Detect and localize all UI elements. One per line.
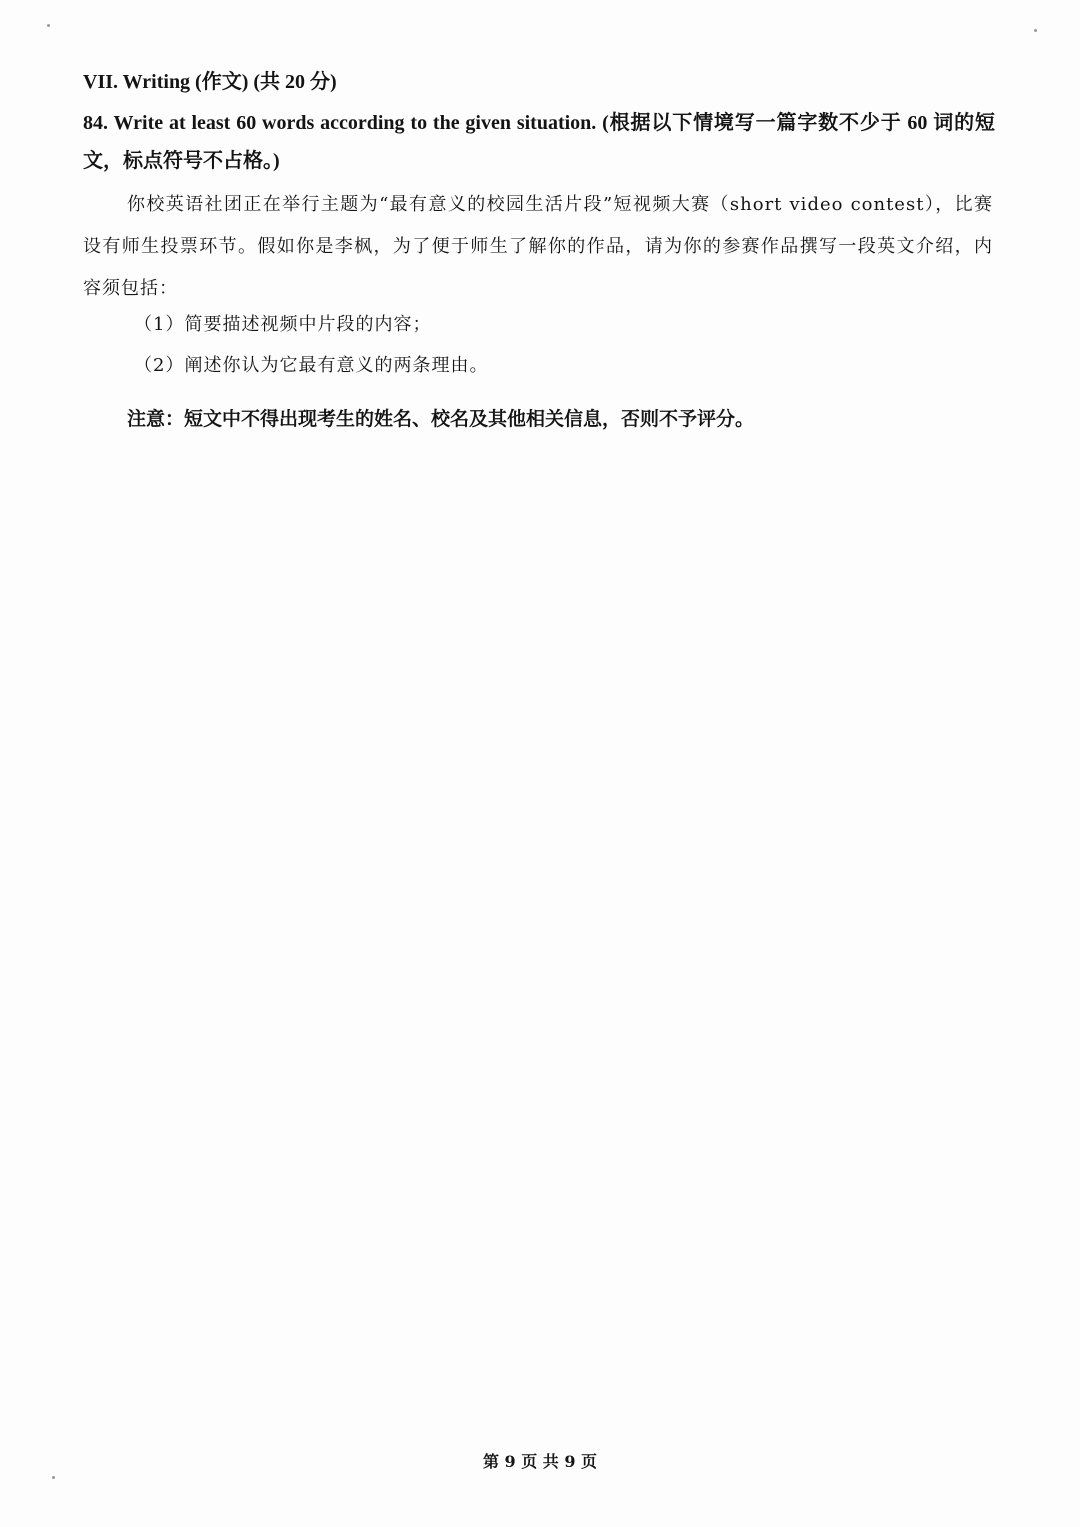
attention-note: 注意：短文中不得出现考生的姓名、校名及其他相关信息，否则不予评分。 xyxy=(127,408,755,430)
situation-paragraph: 你校英语社团正在举行主题为“最有意义的校园生活片段”短视频大赛（short video contest），比赛设有师生投票环节。假如你是李枫，为了便于师生了解你的作品，请为你的参赛作品撰写一段英文介绍，内容须包括： xyxy=(83,194,993,299)
requirement-item: （1）简要描述视频中片段的内容； xyxy=(134,314,432,335)
section-title: VII. Writing (作文) (共 20 分) xyxy=(83,71,337,93)
question-prompt: 84. Write at least 60 words according to the given situation. (根据以下情境写一篇字数不少于 60 词的短文，标点符号不占格。) xyxy=(83,112,995,172)
requirement-item: （2）阐述你认为它最有意义的两条理由。 xyxy=(134,355,489,376)
page-number: 第 9 页 共 9 页 xyxy=(482,1452,598,1471)
scan-speck xyxy=(47,24,50,27)
scan-speck xyxy=(52,1476,55,1479)
scan-speck xyxy=(1034,29,1037,32)
